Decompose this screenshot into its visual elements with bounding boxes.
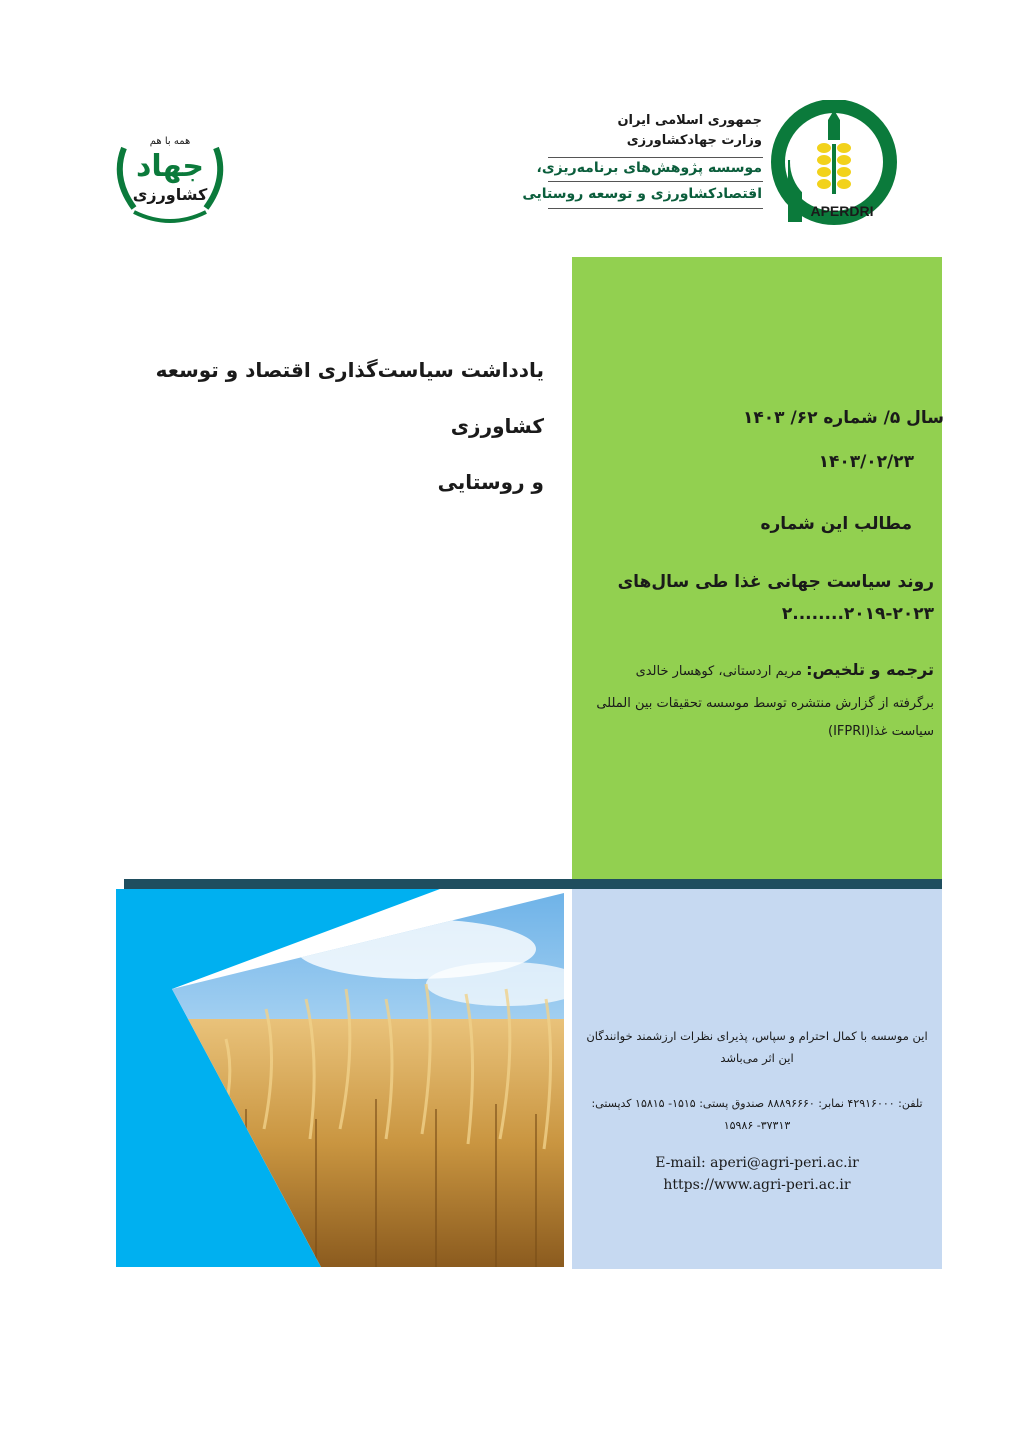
header-rule <box>548 157 763 158</box>
contents-heading: مطالب این شماره <box>760 514 912 534</box>
left-logo-top: همه با هم <box>149 136 191 147</box>
website-link[interactable]: https://www.agri-peri.ac.ir <box>663 1177 851 1193</box>
article-title: روند سیاست جهانی غذا طی سال‌های ۲۰۲۳-۲۰۱۹........۲ <box>617 572 934 624</box>
left-logo-main: جهاد <box>135 149 205 184</box>
translator-names: مریم اردستانی، کوهسار خالدی <box>635 664 807 679</box>
translator-line <box>636 660 934 679</box>
ministry-name: وزارت جهادکشاورزی <box>626 133 762 148</box>
header-rule <box>548 181 763 182</box>
jahad-logo <box>106 108 234 228</box>
source-note: برگرفته از گزارش منتشره توسط موسسه تحقیقات بین المللی سیاست غذا(IFPRI) <box>596 696 934 739</box>
email-address[interactable]: E-mail: aperi@agri-peri.ac.ir <box>655 1155 859 1171</box>
issue-date: ۱۴۰۳/۰۲/۲۳ <box>818 452 914 472</box>
phone-address: تلفن: ۴۲۹۱۶۰۰۰ نمابر: ۸۸۸۹۶۶۶۰ صندوق پستی: ۱۵۱۵- ۱۵۸۱۵ کدپستی: ۳۷۳۱۳- ۱۵۹۸۶ <box>591 1097 923 1132</box>
header-rule <box>548 208 763 209</box>
institute-name-line2: اقتصادکشاورزی و توسعه روستایی <box>522 186 762 202</box>
institute-name-line1: موسسه پژوهش‌های برنامه‌ریزی، <box>536 160 762 176</box>
aperdri-logo <box>768 100 900 228</box>
document-title <box>104 342 544 510</box>
logo-text: APERDRI <box>810 203 874 219</box>
title-line2: و روستایی <box>437 470 544 494</box>
title-line1: یادداشت سیاست‌گذاری اقتصاد و توسعه کشاورزی <box>155 358 544 438</box>
thanks-note: این موسسه با کمال احترام و سپاس، پذیرای نظرات ارزشمند خوانندگان این اثر می‌باشد <box>586 1029 928 1065</box>
government-name: جمهوری اسلامی ایران <box>617 113 762 128</box>
translator-label: ترجمه و تلخیص: <box>806 660 934 679</box>
contact-panel <box>572 889 942 1269</box>
left-logo-sub: کشاورزی <box>132 185 208 204</box>
wheat-field-image <box>116 889 572 1269</box>
divider-band <box>124 879 942 889</box>
volume-issue: سال ۵/ شماره ۶۲/ ۱۴۰۳ <box>743 408 944 428</box>
